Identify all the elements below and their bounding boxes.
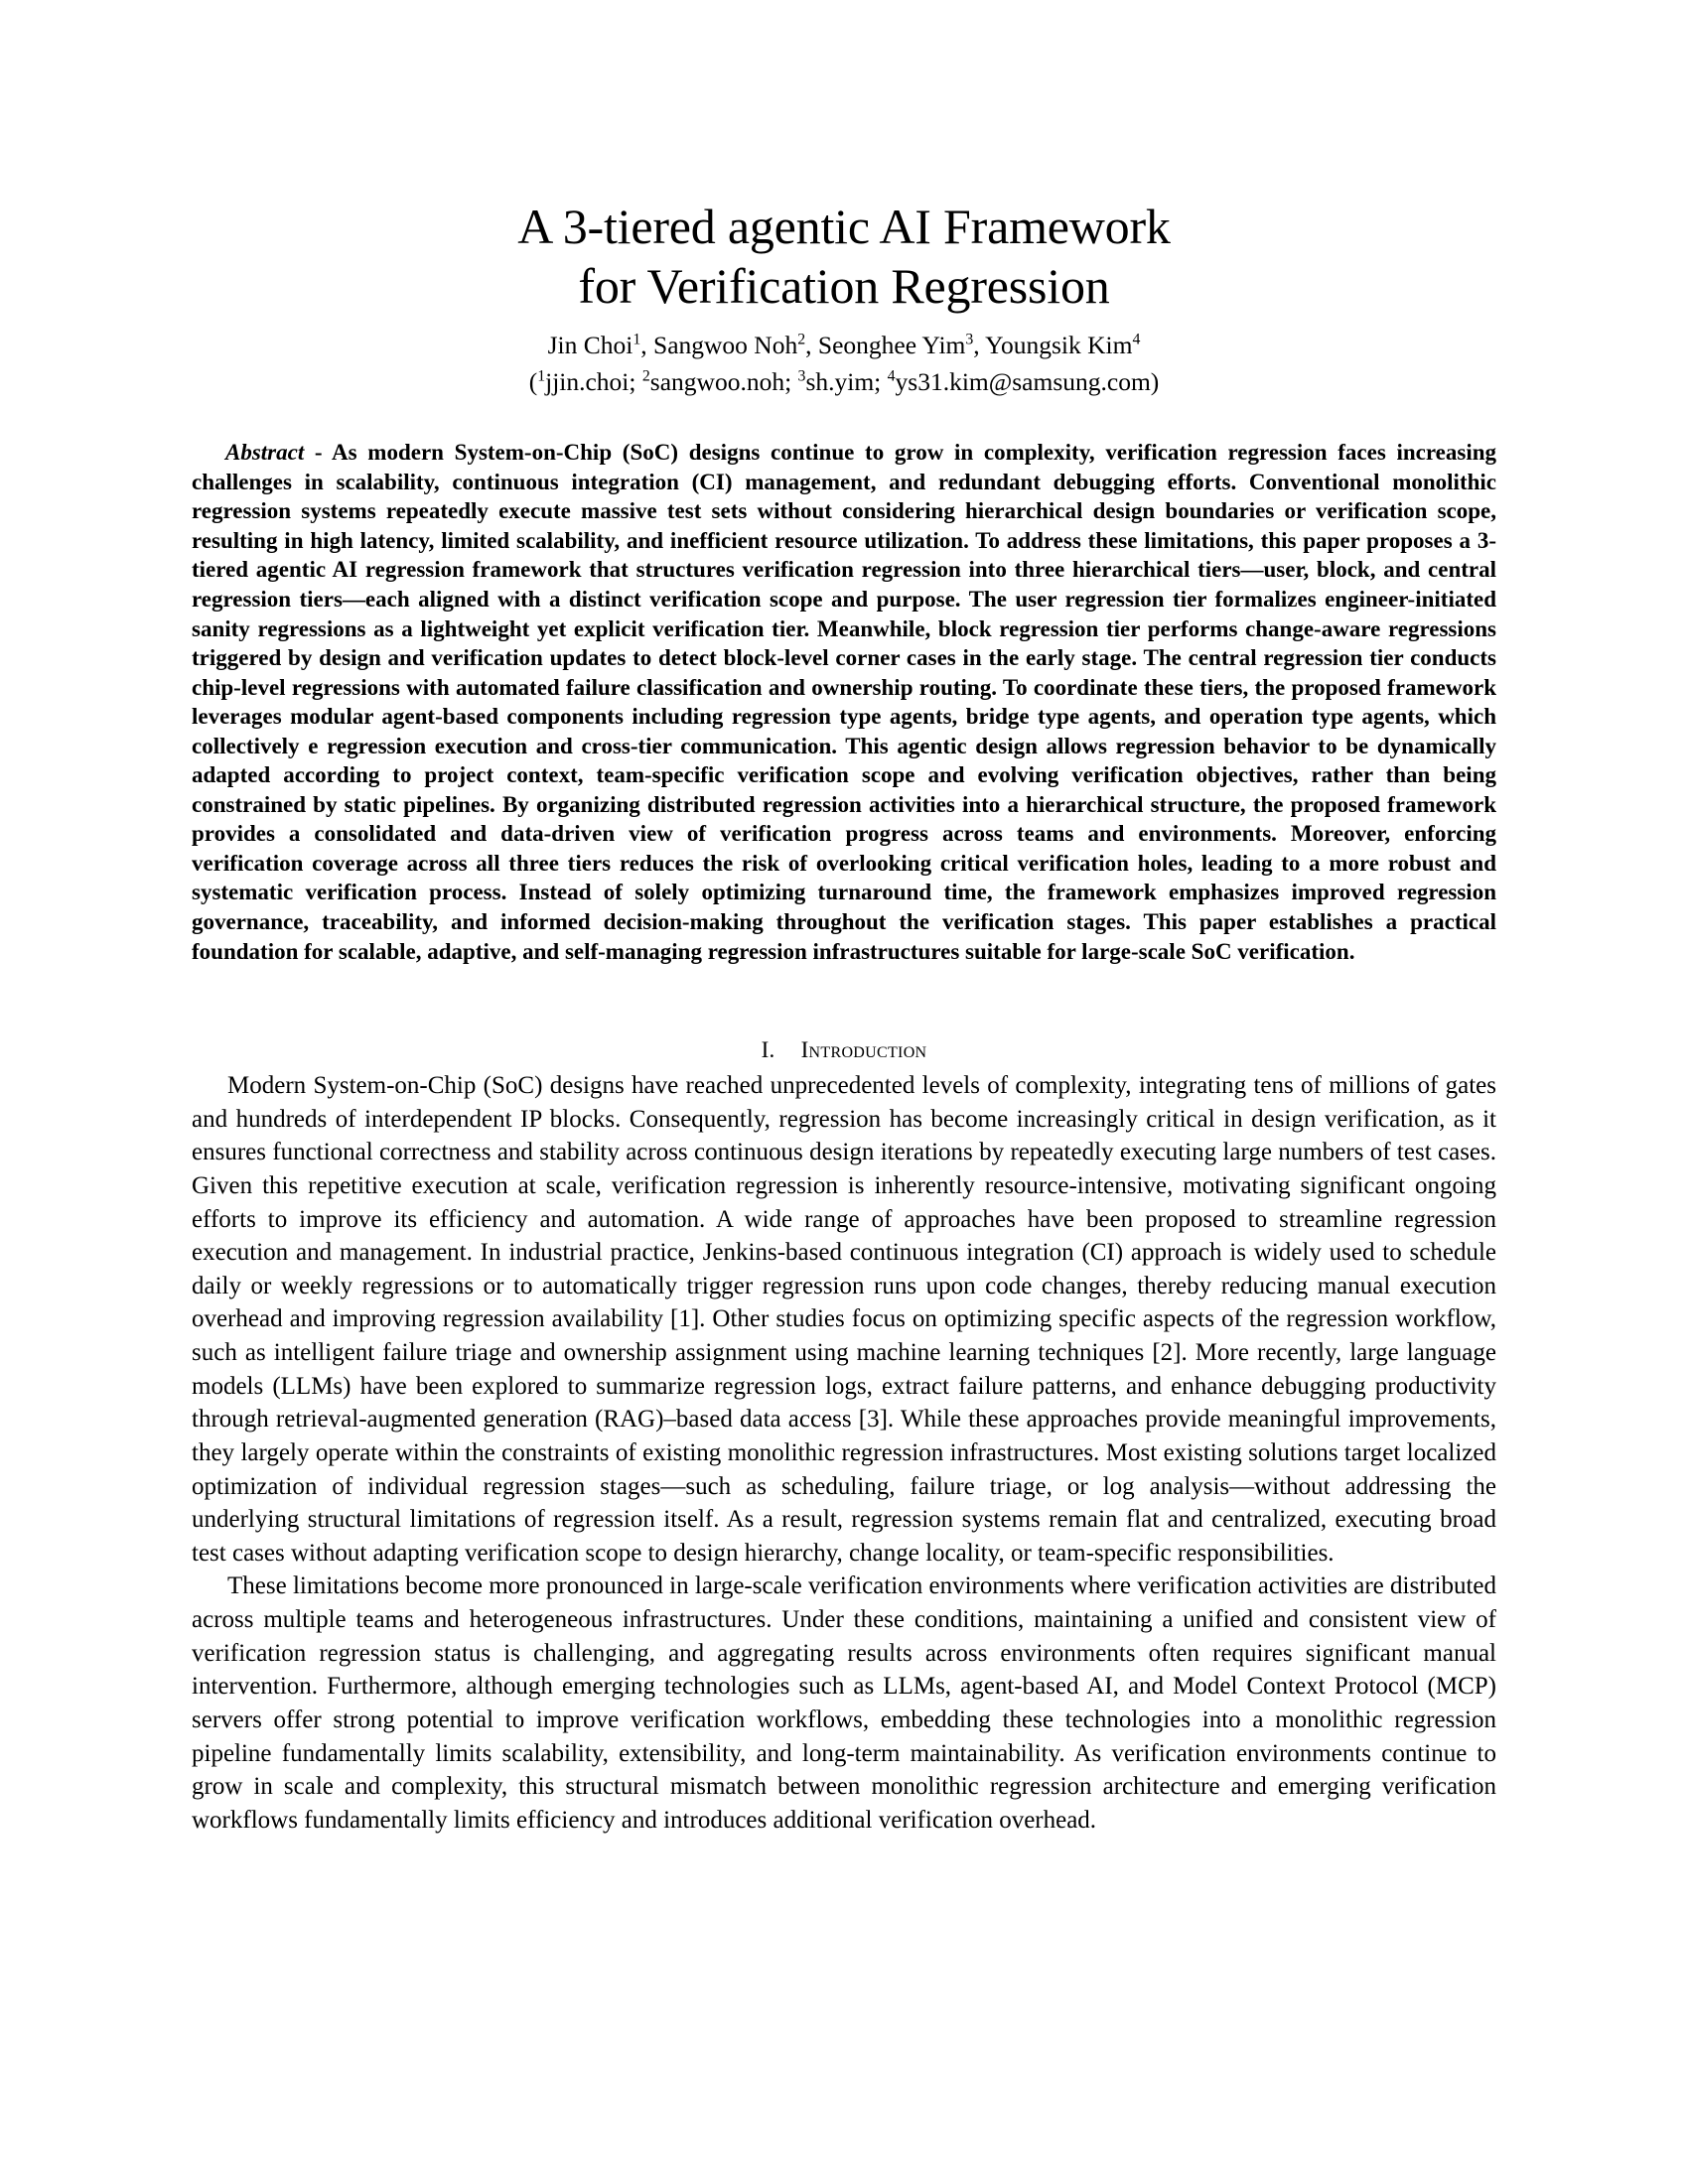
email-affiliation-marker: 2 — [641, 367, 650, 385]
author-affiliation-marker: 3 — [965, 331, 974, 348]
author-list: Jin Choi$^1$, Sangwoo Noh$^2$, Seonghee Yim$^3$, Youngsik Kim$^4$ — [547, 331, 1141, 359]
abstract-paragraph — [192, 438, 1496, 966]
title-line-2: for Verification Regression — [578, 258, 1110, 314]
email-affiliation-marker: 1 — [537, 367, 546, 385]
intro-paragraph-2: These limitations become more pronounced in large-scale verification environments where verification activities are distributed across multiple teams and heterogeneous infrastructures. Under these conditions, maintaining a unified and consistent view of verification regression status is challenging, and aggregating results across environments often requires significant manual intervention. Furthermore, although emerging technologies such as LLMs, agent-based AI, and Model Context Protocol (MCP) servers offer strong potential to improve verification workflows, embedding these technologies into a monolithic regression pipeline fundamentally limits scalability, extensibility, and long-term maintainability. As verification environments continue to grow in scale and complexity, this structural mismatch between monolithic regression architecture and emerging verification workflows fundamentally limits efficiency and introduces additional verification overhead. — [192, 1572, 1496, 1834]
intro-paragraph-1: Modern System-on-Chip (SoC) designs have reached unprecedented levels of complexity, integrating tens of millions of gates and hundreds of interdependent IP blocks. Consequently, regression has become increasingly critical in design verification, as it ensures functional correctness and stability across continuous design iterations by repeatedly executing large numbers of test cases. Given this repetitive execution at scale, verification regression is inherently resource-intensive, motivating significant ongoing efforts to improve its efficiency and automation. A wide range of approaches have been proposed to streamline regression execution and management. In industrial practice, Jenkins-based continuous integration (CI) approach is widely used to schedule daily or weekly regressions or to automatically trigger regression runs upon code changes, thereby reducing manual execution overhead and improving regression availability [1]. Other studies focus on optimizing specific aspects of the regression workflow, such as intelligent failure triage and ownership assignment using machine learning techniques [2]. More recently, large language models (LLMs) have been explored to summarize regression logs, extract failure patterns, and enhance debugging productivity through retrieval-augmented generation (RAG)–based data access [3]. While these approaches provide meaningful improvements, they largely operate within the constraints of existing monolithic regression infrastructures. Most existing solutions target localized optimization of individual regression stages—such as scheduling, failure triage, or log analysis—without addressing the underlying structural limitations of regression itself. As a result, regression systems remain flat and centralized, executing broad test cases without adapting verification scope to design hierarchy, change locality, or team-specific responsibilities. — [192, 1072, 1496, 1567]
email-handle: sh.yim — [805, 366, 875, 396]
email-affiliation-marker: 3 — [797, 367, 806, 385]
email-handle: jjin.choi — [545, 366, 630, 396]
author-name: Seonghee Yim — [817, 331, 966, 359]
page-content-column — [192, 0, 1496, 1837]
author-affiliation-marker: 1 — [633, 331, 641, 348]
paper-title — [192, 197, 1496, 316]
author-name: Sangwoo Noh — [653, 331, 798, 359]
email-affiliation-marker: 4 — [887, 367, 896, 385]
author-affiliation-marker: 2 — [797, 331, 806, 348]
section-heading-introduction — [192, 1037, 1496, 1063]
author-name: Jin Choi — [547, 331, 633, 359]
abstract-dash: - — [304, 440, 333, 466]
email-handle: ys31.kim@samsung.com — [895, 366, 1151, 396]
abstract-label: Abstract — [225, 440, 305, 466]
abstract-text: As modern System-on-Chip (SoC) designs continue to grow in complexity, verification regression faces increasing challenges in scalability, continuous integration (CI) management, and redundant debugging efforts. Conventional monolithic regression systems repeatedly execute massive test sets without considering hierarchical design boundaries or verification scope, resulting in high latency, limited scalability, and inefficient resource utilization. To address these limitations, this paper proposes a 3-tiered agentic AI regression framework that structures verification regression into three hierarchical tiers—user, block, and central regression tiers—each aligned with a distinct verification scope and purpose. The user regression tier formalizes engineer-initiated sanity regressions as a lightweight yet explicit verification tier. Meanwhile, block regression tier performs change-aware regressions triggered by design and verification updates to detect block-level corner cases in the early stage. The central regression tier conducts chip-level regressions with automated failure classification and ownership routing. To coordinate these tiers, the proposed framework leverages modular agent-based components including regression type agents, bridge type agents, and operation type agents, which collectively e regression execution and cross-tier communication. This agentic design allows regression behavior to be dynamically adapted according to project context, team-specific verification scope and evolving verification objectives, rather than being constrained by static pipelines. By organizing distributed regression activities into a hierarchical structure, the proposed framework provides a consolidated and data-driven view of verification progress across teams and environments. Moreover, enforcing verification coverage across all three tiers reduces the risk of overlooking critical verification holes, leading to a more robust and systematic verification process. Instead of solely optimizing turnaround time, the framework emphasizes improved regression governance, traceability, and informed decision-making throughout the verification stages. This paper establishes a practical foundation for scalable, adaptive, and self-managing regression infrastructures suitable for large-scale SoC verification. — [192, 440, 1497, 964]
author-name: Youngsik Kim — [985, 331, 1133, 359]
title-line-1: A 3-tiered agentic AI Framework — [517, 199, 1171, 254]
author-emails: ($^1$jjin.choi; $^2$sangwoo.noh; $^3$sh.yim; $^4$ys31.kim@samsung.com) — [528, 366, 1160, 396]
section-title: Introduction — [800, 1037, 927, 1063]
author-affiliation-marker: 4 — [1132, 331, 1141, 348]
section-numeral: I. — [761, 1037, 775, 1063]
email-handle: sangwoo.noh — [649, 366, 785, 396]
